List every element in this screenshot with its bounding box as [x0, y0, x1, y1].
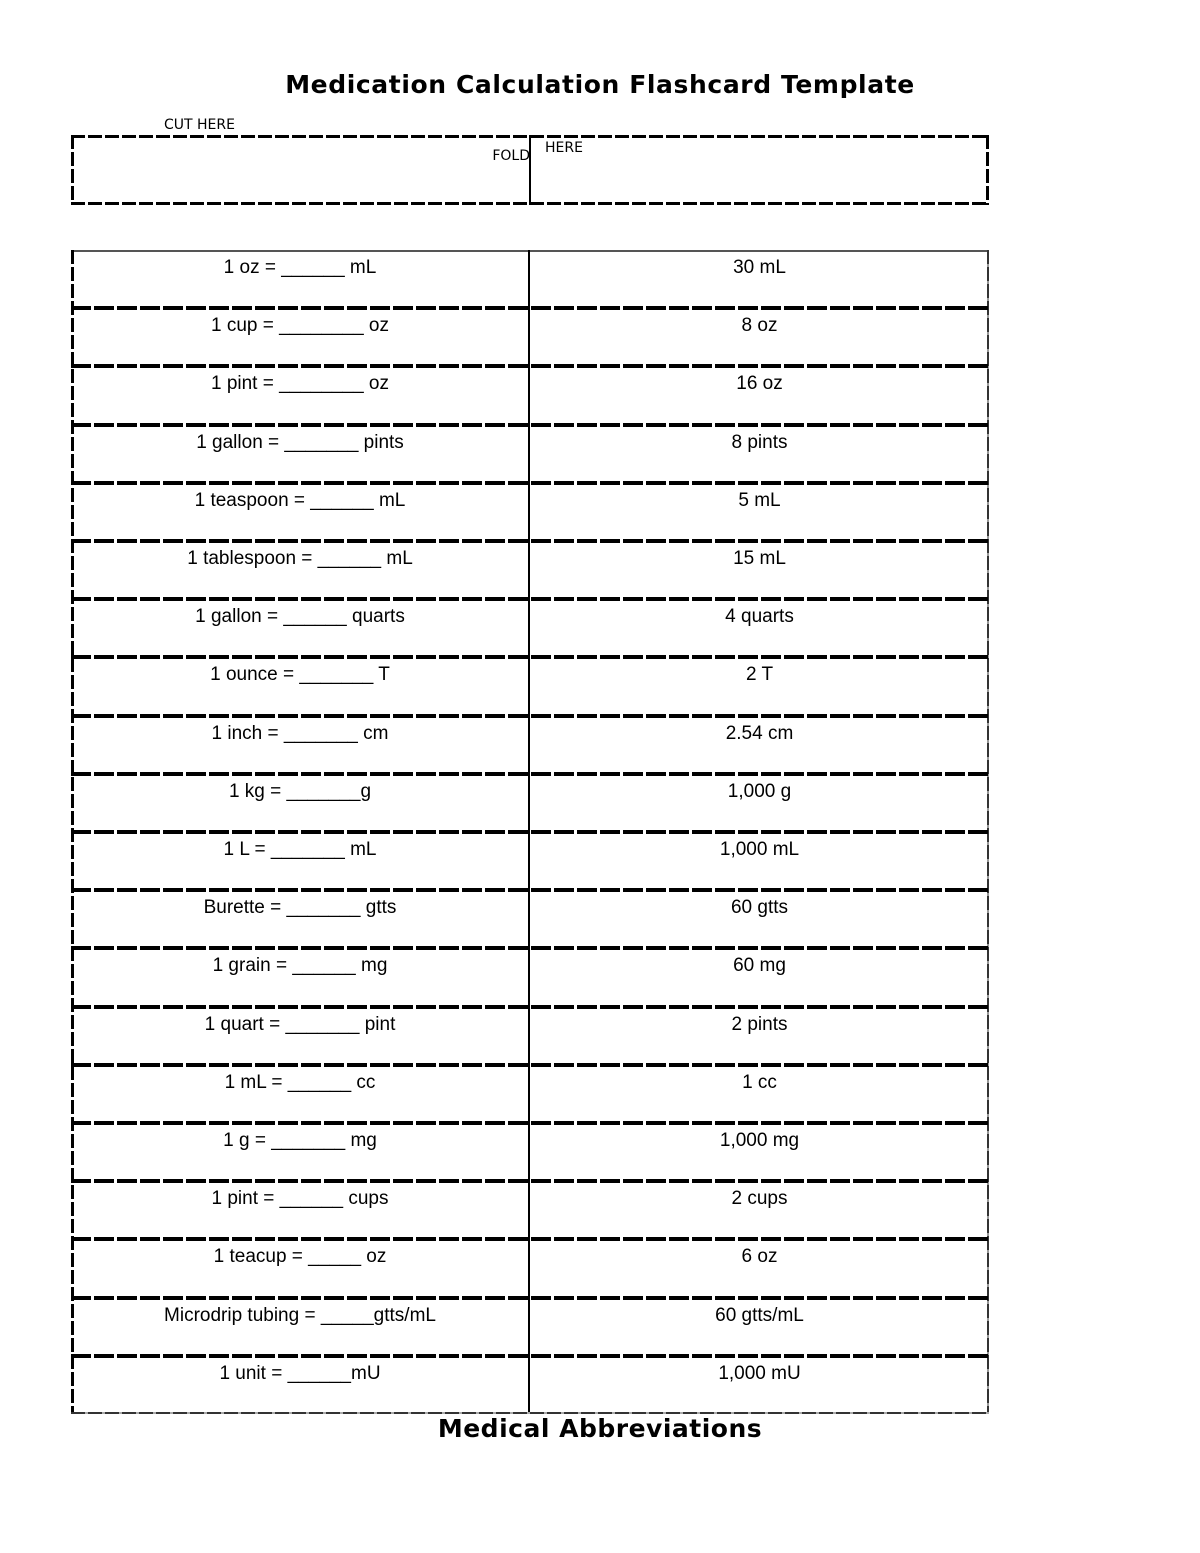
cut-line — [71, 1237, 989, 1241]
page-title: Medication Calculation Flashcard Template — [285, 70, 915, 99]
table-row — [71, 1298, 989, 1356]
table-row — [71, 1007, 989, 1065]
table-row — [71, 425, 989, 483]
card-answer: 8 pints — [731, 431, 788, 453]
card-question: 1 teaspoon = ______ mL — [194, 489, 406, 511]
card-question: 1 grain = ______ mg — [212, 955, 388, 977]
table-row — [71, 1181, 989, 1239]
card-answer: 6 oz — [741, 1246, 778, 1268]
cut-line — [71, 830, 989, 834]
cut-line-left — [71, 135, 74, 205]
table-row — [71, 716, 989, 774]
table-row — [71, 541, 989, 599]
cut-line — [71, 597, 989, 601]
table-row — [71, 483, 989, 541]
table-row — [71, 366, 989, 424]
cut-line — [71, 772, 989, 776]
card-answer: 1,000 mL — [719, 839, 800, 860]
cut-line — [71, 888, 989, 892]
table-row — [71, 250, 989, 308]
card-question: 1 kg = _______g — [228, 780, 372, 802]
table-row — [71, 1239, 989, 1297]
card-question: 1 inch = _______ cm — [211, 722, 389, 744]
cut-line — [71, 539, 989, 543]
card-question: 1 pint = ______ cups — [211, 1188, 389, 1210]
table-row — [71, 1123, 989, 1181]
card-question: 1 quart = _______ pint — [204, 1013, 396, 1035]
table-row — [71, 774, 989, 832]
card-question: 1 L = _______ mL — [223, 839, 377, 860]
table-row — [71, 657, 989, 715]
fold-here-label: HERE — [545, 140, 583, 156]
flashcard-table — [71, 250, 989, 1414]
card-answer: 30 mL — [733, 257, 786, 278]
table-row — [71, 948, 989, 1006]
card-answer: 2.54 cm — [725, 722, 794, 744]
cut-line — [71, 481, 989, 485]
card-question: 1 cup = ________ oz — [210, 315, 389, 337]
cut-line — [71, 364, 989, 368]
table-row — [71, 890, 989, 948]
card-question: 1 gallon = _______ pints — [196, 431, 404, 453]
card-answer: 5 mL — [738, 489, 781, 511]
card-question: 1 unit = ______mU — [219, 1362, 381, 1384]
cut-line — [71, 306, 989, 310]
card-question: 1 tablespoon = ______ mL — [187, 548, 413, 569]
card-answer: 60 gtts — [730, 897, 789, 919]
card-question: 1 pint = ________ oz — [210, 373, 389, 395]
cut-line — [71, 1179, 989, 1183]
table-row — [71, 832, 989, 890]
table-row — [71, 308, 989, 366]
cut-line — [71, 1063, 989, 1067]
card-answer: 60 gtts/mL — [715, 1304, 804, 1326]
table-row — [71, 599, 989, 657]
cut-line — [71, 1121, 989, 1125]
card-answer: 2 cups — [731, 1188, 788, 1210]
cut-line — [71, 1296, 989, 1300]
card-question: 1 mL = ______ cc — [224, 1071, 376, 1093]
card-answer: 16 oz — [736, 373, 783, 395]
cut-line — [71, 1005, 989, 1009]
card-question: 1 gallon = ______ quarts — [195, 606, 405, 628]
card-answer: 1 cc — [742, 1071, 777, 1093]
card-answer: 1,000 mU — [718, 1362, 801, 1384]
card-answer: 8 oz — [741, 315, 778, 337]
section-heading-medical-abbreviations: Medical Abbreviations — [437, 1414, 763, 1443]
card-answer: 15 mL — [733, 548, 786, 569]
cut-line — [71, 714, 989, 718]
fold-example-box — [71, 135, 989, 205]
card-answer: 1,000 g — [727, 780, 792, 802]
cut-line — [71, 946, 989, 950]
card-answer: 60 mg — [733, 955, 786, 977]
fold-line — [529, 135, 531, 205]
cut-line — [71, 1354, 989, 1358]
cut-line-right — [986, 135, 989, 205]
cut-here-label: CUT HERE — [164, 117, 235, 133]
card-answer: 1,000 mg — [719, 1130, 800, 1151]
table-row — [71, 1065, 989, 1123]
card-question: 1 oz = ______ mL — [223, 257, 377, 278]
card-question: 1 teacup = _____ oz — [213, 1246, 387, 1268]
cut-line — [71, 655, 989, 659]
card-question: Burette = _______ gtts — [203, 897, 397, 919]
card-answer: 2 pints — [731, 1013, 788, 1035]
table-row — [71, 1356, 989, 1414]
card-question: Microdrip tubing = _____gtts/mL — [164, 1304, 436, 1326]
card-question: 1 ounce = _______ T — [210, 664, 390, 686]
card-answer: 4 quarts — [725, 606, 794, 628]
cut-line — [71, 423, 989, 427]
card-question: 1 g = _______ mg — [223, 1130, 377, 1151]
fold-label: FOLD — [492, 148, 530, 164]
card-answer: 2 T — [745, 664, 774, 686]
